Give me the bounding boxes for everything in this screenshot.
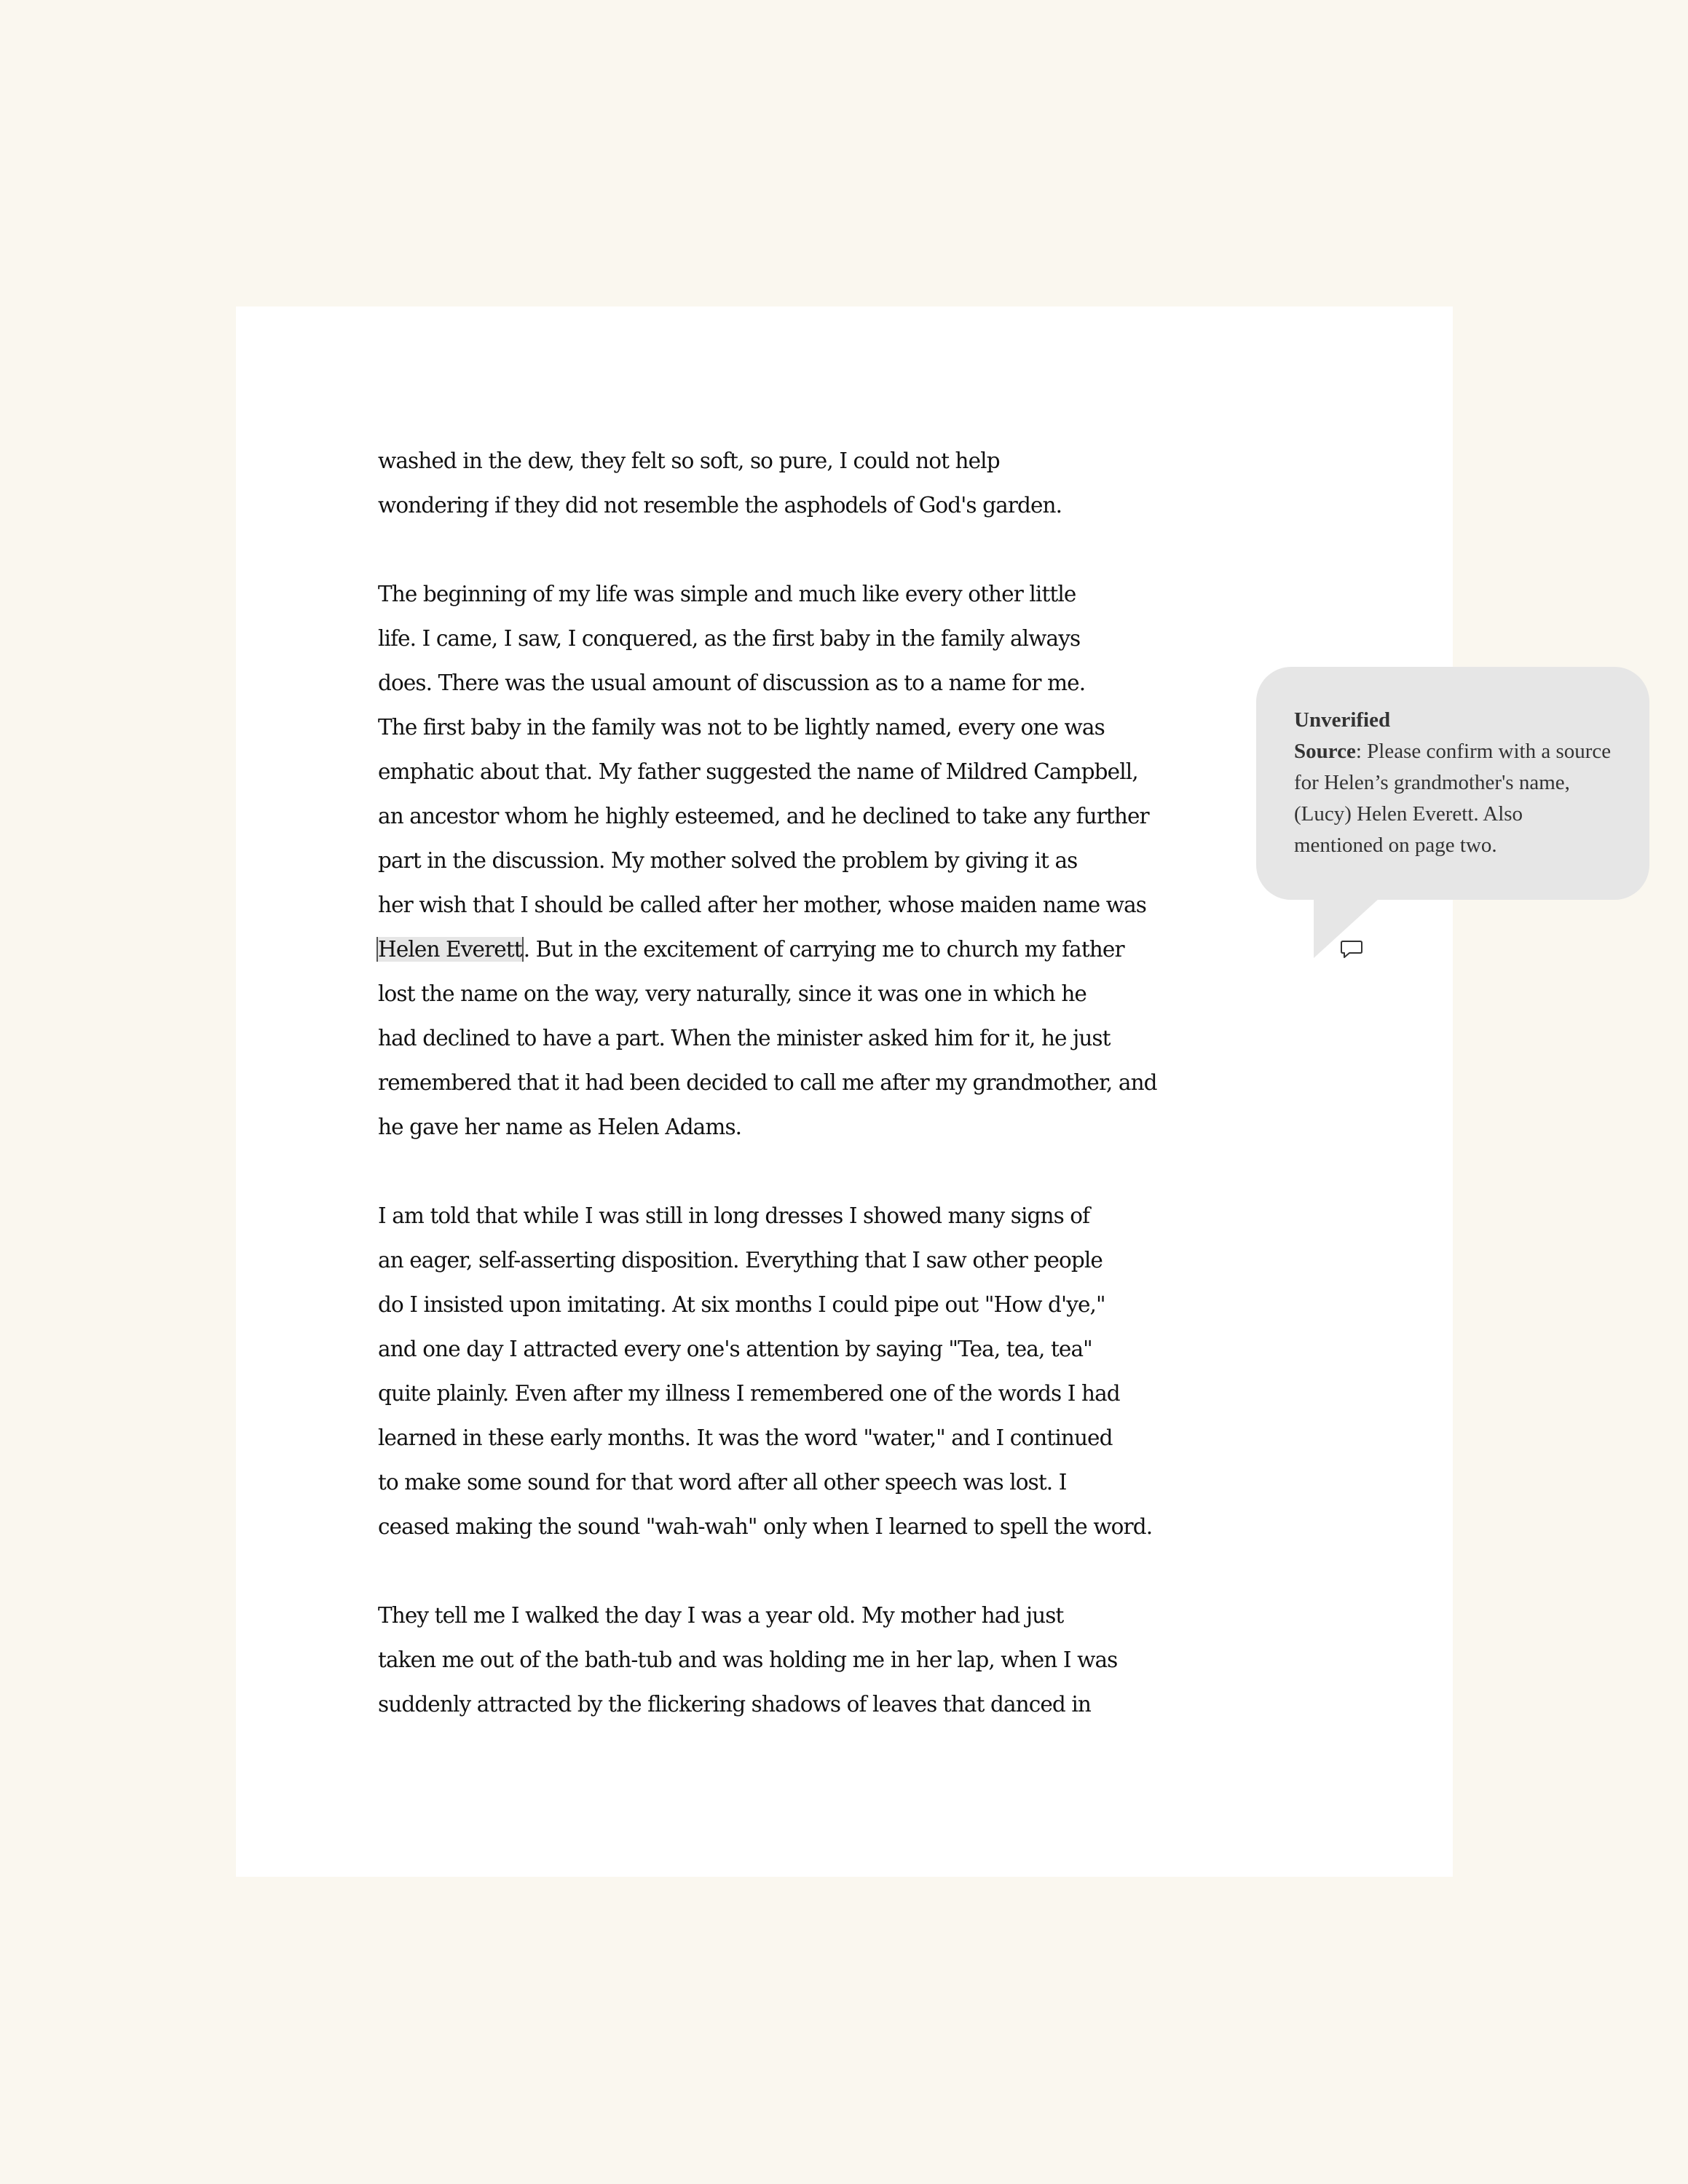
text-line: taken me out of the bath-tub and was holding me in her lap, when I was (378, 1647, 1118, 1672)
comment-text (1294, 705, 1613, 861)
text-line: to make some sound for that word after all other speech was lost. I (378, 1470, 1067, 1495)
comment-icon[interactable] (1340, 939, 1363, 960)
paragraph (378, 1194, 1179, 1549)
text-line: an eager, self-asserting disposition. Everything that I saw other people (378, 1248, 1103, 1273)
document-body[interactable] (378, 439, 1179, 1727)
text-line: an ancestor whom he highly esteemed, and he declined to take any further (378, 804, 1149, 828)
text-line: her wish that I should be called after her mother, whose maiden name was (378, 893, 1147, 917)
text-line: quite plainly. Even after my illness I remembered one of the words I had (378, 1381, 1120, 1406)
comment-title-part2: Source (1294, 740, 1356, 763)
text-line: learned in these early months. It was the word "water," and I continued (378, 1425, 1113, 1450)
text-line: suddenly attracted by the flickering shadows of leaves that danced in (378, 1692, 1092, 1717)
text-line: lost the name on the way, very naturally, since it was one in which he (378, 981, 1086, 1006)
comment-title-part1: Unverified (1294, 708, 1391, 732)
text-line: he gave her name as Helen Adams. (378, 1115, 742, 1139)
comment-body: : Please confirm with a source for Helen’s grandmother's name, (Lucy) Helen Everett. Also mentioned on page two. (1294, 740, 1612, 857)
text-line: had declined to have a part. When the minister asked him for it, he just (378, 1026, 1111, 1051)
paragraph-gap (378, 1150, 1179, 1194)
paragraph-gap (378, 1549, 1179, 1594)
text-line: wondering if they did not resemble the asphodels of God's garden. (378, 493, 1062, 518)
text-line: ceased making the sound "wah-wah" only when I learned to spell the word. (378, 1514, 1153, 1539)
text-line: The first baby in the family was not to be lightly named, every one was (378, 715, 1105, 740)
text-line: They tell me I walked the day I was a year old. My mother had just (378, 1603, 1064, 1628)
text-line: remembered that it had been decided to call me after my grandmother, and (378, 1070, 1157, 1095)
commented-text-highlight[interactable]: Helen Everett (378, 937, 522, 962)
paragraph (378, 439, 1179, 528)
comment-bubble[interactable] (1256, 667, 1649, 900)
text-line-rest: . But in the excitement of carrying me to church my father (523, 937, 1124, 962)
text-line: The beginning of my life was simple and much like every other little (378, 582, 1076, 606)
text-line: I am told that while I was still in long dresses I showed many signs of (378, 1203, 1090, 1228)
text-line: part in the discussion. My mother solved the problem by giving it as (378, 848, 1078, 873)
paragraph (378, 1594, 1179, 1727)
text-line: do I insisted upon imitating. At six months I could pipe out "How d'ye," (378, 1292, 1105, 1317)
text-line: life. I came, I saw, I conquered, as the first baby in the family always (378, 626, 1081, 651)
paragraph (378, 572, 1179, 1150)
text-line (378, 927, 1179, 972)
text-line: and one day I attracted every one's attention by saying "Tea, tea, tea" (378, 1337, 1092, 1361)
paragraph-gap (378, 528, 1179, 572)
text-line: does. There was the usual amount of discussion as to a name for me. (378, 670, 1086, 695)
text-line: emphatic about that. My father suggested the name of Mildred Campbell, (378, 759, 1138, 784)
text-line: washed in the dew, they felt so soft, so pure, I could not help (378, 448, 1000, 473)
